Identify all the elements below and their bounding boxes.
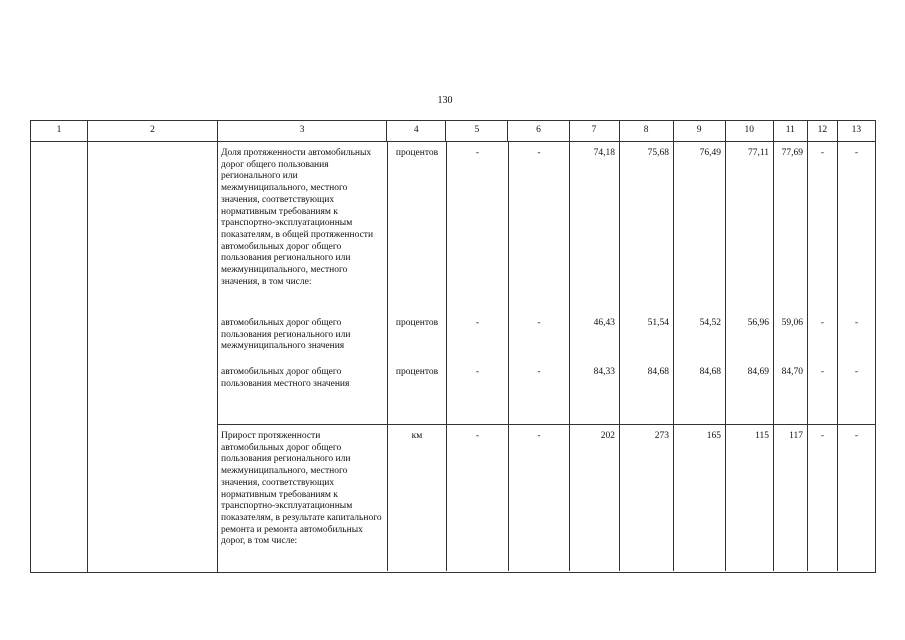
value-cell: -: [446, 312, 508, 361]
indicator-table: [30, 120, 876, 573]
header-cell: 3: [218, 121, 387, 142]
unit-cell: км: [387, 425, 446, 571]
value-cell: 76,49: [673, 142, 725, 312]
value-cell: 165: [673, 425, 725, 571]
indicator-text: автомобильных дорог общего пользования местного значения: [221, 367, 350, 389]
value-cell: 84,68: [673, 361, 725, 424]
value-cell: 54,52: [673, 312, 725, 361]
value-cell: 75,68: [619, 142, 673, 312]
header-cell: 6: [508, 121, 569, 142]
indicator-text: Прирост протяженности автомобильных дорог общего пользования регионального или межмуниципального, местного значения, соответствующих нормативным требованиям к транспортно-эксплуатационным показателям, в результате капитального ремонта и ремонта автомобильных дорог, в том числе:: [221, 431, 382, 547]
value-cell: -: [446, 142, 508, 312]
value-cell: -: [837, 425, 875, 571]
value-cell: 46,43: [569, 312, 619, 361]
header-cell: 11: [773, 121, 807, 142]
col2-cell: [88, 142, 218, 573]
indicators-block: [218, 142, 876, 573]
header-cell: 2: [88, 121, 218, 142]
table-body-row: [31, 142, 876, 573]
value-cell: 202: [569, 425, 619, 571]
value-cell: 84,69: [725, 361, 773, 424]
value-cell: 273: [619, 425, 673, 571]
table-row: [218, 425, 875, 571]
value-cell: -: [508, 142, 569, 312]
indicator-group-share: [218, 142, 875, 425]
table-row: [218, 142, 875, 312]
value-cell: 77,11: [725, 142, 773, 312]
header-cell: 4: [387, 121, 446, 142]
page-number: 130: [437, 95, 453, 106]
value-cell: -: [807, 425, 837, 571]
value-cell: 84,33: [569, 361, 619, 424]
table-row: [218, 312, 875, 361]
header-cell: 7: [569, 121, 619, 142]
value-cell: -: [508, 312, 569, 361]
table-header-row: [31, 121, 876, 142]
indicator-text: автомобильных дорог общего пользования регионального или межмуниципального значения: [221, 318, 351, 352]
value-cell: 59,06: [773, 312, 807, 361]
unit-cell: процентов: [387, 361, 446, 424]
value-cell: 74,18: [569, 142, 619, 312]
value-cell: -: [807, 142, 837, 312]
value-cell: 77,69: [773, 142, 807, 312]
value-cell: 115: [725, 425, 773, 571]
header-cell: 13: [837, 121, 875, 142]
value-cell: 84,68: [619, 361, 673, 424]
value-cell: 84,70: [773, 361, 807, 424]
table-row: [218, 361, 875, 424]
value-cell: -: [446, 425, 508, 571]
indicator-text: Доля протяженности автомобильных дорог общего пользования регионального или межмуниципального, местного значения, соответствующих нормативным требованиям к транспортно-эксплуатационным показателям, в общей протяженности автомобильных дорог общего пользования регионального или межмуниципального, местного значения, в том числе:: [221, 148, 374, 287]
value-cell: -: [508, 425, 569, 571]
value-cell: -: [807, 312, 837, 361]
value-cell: -: [837, 361, 875, 424]
col1-cell: [31, 142, 88, 573]
header-cell: 10: [725, 121, 773, 142]
value-cell: -: [508, 361, 569, 424]
value-cell: -: [446, 361, 508, 424]
value-cell: 117: [773, 425, 807, 571]
header-cell: 8: [619, 121, 673, 142]
header-cell: 12: [807, 121, 837, 142]
value-cell: -: [837, 312, 875, 361]
header-cell: 1: [31, 121, 88, 142]
header-cell: 5: [446, 121, 508, 142]
unit-cell: процентов: [387, 142, 446, 312]
value-cell: -: [807, 361, 837, 424]
unit-cell: процентов: [387, 312, 446, 361]
value-cell: 56,96: [725, 312, 773, 361]
value-cell: -: [837, 142, 875, 312]
value-cell: 51,54: [619, 312, 673, 361]
header-cell: 9: [673, 121, 725, 142]
